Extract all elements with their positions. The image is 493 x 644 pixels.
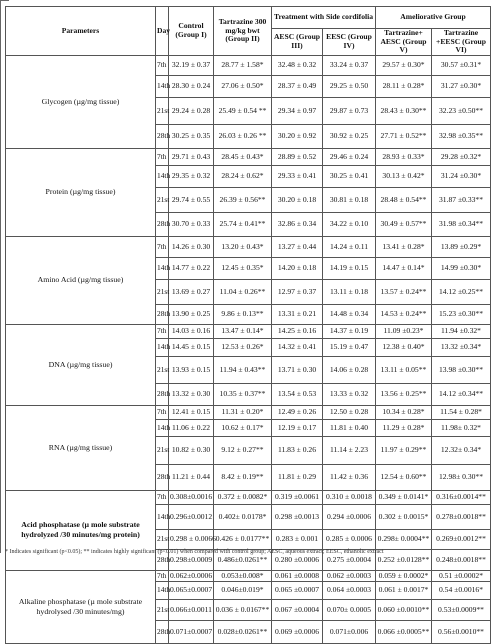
day-cell: 21st [156,279,169,304]
value-cell: 31.27 ±0.30* [432,75,491,97]
value-cell: 0.285 ± 0.0006 [323,529,376,549]
value-cell: 14.20 ± 0.18 [272,257,323,279]
day-cell: 7th [156,405,169,419]
value-cell: 29.35 ± 0.32 [169,165,214,187]
value-cell: 0.319 ±0.0061 [272,490,323,504]
value-cell: 11.94 ± 0.43** [214,356,272,383]
value-cell: 27.06 ± 0.50* [214,75,272,97]
day-cell: 28th [156,549,169,570]
value-cell: 13.31 ± 0.21 [272,304,323,324]
header-eesc: EESC (Group IV) [323,29,376,56]
header-ameliorative: Ameliorative Group [376,7,491,29]
value-cell: 0.028±0.0261** [214,620,272,643]
value-cell: 29.28 ±0.32* [432,148,491,165]
value-cell: 10.82 ± 0.30 [169,436,214,464]
value-cell: 13.11 ± 0.05** [376,356,432,383]
page-edge-left [0,0,1,553]
value-cell: 0.046±0.019* [214,581,272,599]
day-cell: 21st [156,187,169,212]
value-cell: 0.070± 0.0005 [323,599,376,620]
value-cell: 29.71 ± 0.43 [169,148,214,165]
value-cell: 25.49 ± 0.54 ** [214,97,272,124]
value-cell: 9.86 ± 0.13** [214,304,272,324]
value-cell: 12.49 ± 0.26 [272,405,323,419]
value-cell: 30.57 ±0.31* [432,55,491,75]
value-cell: 26.39 ± 0.56** [214,187,272,212]
value-cell: 14.24 ± 0.11 [323,236,376,257]
value-cell: 31.24 ±0.30* [432,165,491,187]
value-cell: 12.32± 0.34* [432,436,491,464]
parameter-label: Amino Acid (µg/mg tissue) [6,236,156,324]
value-cell: 14.06 ± 0.28 [323,356,376,383]
value-cell: 13.33 ± 0.32 [323,383,376,405]
parameter-label: RNA (µg/mg tissue) [6,405,156,490]
table-row [6,324,491,338]
value-cell: 28.77 ± 1.58* [214,55,272,75]
value-cell: 11.09 ±0.23* [376,324,432,338]
table-row [6,55,491,75]
value-cell: 32.23 ±0.50** [432,97,491,124]
value-cell: 13.57 ± 0.24** [376,279,432,304]
value-cell: 28.24 ± 0.62* [214,165,272,187]
value-cell: 14.32 ± 0.41 [272,338,323,356]
value-cell: 11.54 ± 0.28* [432,405,491,419]
value-cell: 0.066 ±0.0005** [376,620,432,643]
day-cell: 14th [156,581,169,599]
day-cell: 21st [156,356,169,383]
value-cell: 32.98 ±0.35** [432,124,491,148]
header-tartrazine-eesc: Tartrazine +EESC (Group VI) [432,29,491,56]
value-cell: 0.426 ± 0.0177** [214,529,272,549]
value-cell: 0.298 ±0.0013 [272,504,323,529]
value-cell: 12.19 ± 0.17 [272,419,323,436]
value-cell: 11.81 ± 0.40 [323,419,376,436]
value-cell: 14.03 ± 0.16 [169,324,214,338]
value-cell: 12.45 ± 0.35* [214,257,272,279]
day-cell: 21st [156,529,169,549]
value-cell: 12.54 ± 0.60** [376,464,432,490]
day-cell: 21st [156,97,169,124]
value-cell: 0.067 ±0.0004 [272,599,323,620]
value-cell: 8.42 ± 0.19** [214,464,272,490]
day-cell: 28th [156,304,169,324]
value-cell: 11.14 ± 2.23 [323,436,376,464]
value-cell: 29.25 ± 0.50 [323,75,376,97]
value-cell: 32.19 ± 0.37 [169,55,214,75]
value-cell: 11.83 ± 0.26 [272,436,323,464]
value-cell: 0.053±0.008* [214,570,272,581]
day-cell: 21st [156,599,169,620]
header-tartrazine: Tartrazine 300 mg/kg bwt (Group II) [214,7,272,56]
value-cell: 30.20 ± 0.18 [272,187,323,212]
value-cell: 30.81 ± 0.18 [323,187,376,212]
value-cell: 13.93 ± 0.15 [169,356,214,383]
value-cell: 0.310 ± 0.0018 [323,490,376,504]
value-cell: 0.071±0.0007 [169,620,214,643]
value-cell: 0.316±0.0014** [432,490,491,504]
value-cell: 25.74 ± 0.41** [214,212,272,236]
value-cell: 0.283 ± 0.001 [272,529,323,549]
value-cell: 0.278±0.0018** [432,504,491,529]
value-cell: 15.19 ± 0.47 [323,338,376,356]
value-cell: 28.43 ± 0.30** [376,97,432,124]
value-cell: 14.37 ± 0.19 [323,324,376,338]
value-cell: 0.486±0.0261** [214,549,272,570]
value-cell: 28.37 ± 0.49 [272,75,323,97]
value-cell: 0.066±0.0011 [169,599,214,620]
value-cell: 0.065 ±0.0007 [272,581,323,599]
value-cell: 14.12 ±0.34** [432,383,491,405]
value-cell: 0.349 ± 0.0141* [376,490,432,504]
value-cell: 11.81 ± 0.29 [272,464,323,490]
value-cell: 0.064 ±0.0003 [323,581,376,599]
value-cell: 29.33 ± 0.41 [272,165,323,187]
value-cell: 28.30 ± 0.24 [169,75,214,97]
value-cell: 30.25 ± 0.35 [169,124,214,148]
value-cell: 13.90 ± 0.25 [169,304,214,324]
value-cell: 14.25 ± 0.16 [272,324,323,338]
header-tartrazine-aesc: Tartrazine+ AESC (Group V) [376,29,432,56]
header-day: Day [156,7,169,56]
table-row [6,490,491,504]
value-cell: 11.06 ± 0.22 [169,419,214,436]
parameter-label: DNA (µg/mg tissue) [6,324,156,405]
value-cell: 0.071±0.006 [323,620,376,643]
value-cell: 14.48 ± 0.34 [323,304,376,324]
value-cell: 30.70 ± 0.33 [169,212,214,236]
value-cell: 12.97 ± 0.37 [272,279,323,304]
day-cell: 28th [156,620,169,643]
value-cell: 0.062 ±0.0003 [323,570,376,581]
value-cell: 0.294 ±0.0006 [323,504,376,529]
value-cell: 14.19 ± 0.15 [323,257,376,279]
value-cell: 29.57 ± 0.30* [376,55,432,75]
value-cell: 0.372 ± 0.0082* [214,490,272,504]
value-cell: 0.061 ± 0.0017* [376,581,432,599]
value-cell: 29.46 ± 0.24 [323,148,376,165]
value-cell: 30.25 ± 0.41 [323,165,376,187]
day-cell: 28th [156,212,169,236]
day-cell: 28th [156,464,169,490]
value-cell: 10.62 ± 0.17* [214,419,272,436]
value-cell: 14.45 ± 0.15 [169,338,214,356]
value-cell: 14.53 ± 0.24** [376,304,432,324]
header-aesc: AESC (Group III) [272,29,323,56]
value-cell: 0.402± 0.0178* [214,504,272,529]
value-cell: 0.280 ±0.0006 [272,549,323,570]
value-cell: 11.29 ± 0.28* [376,419,432,436]
value-cell: 0.308±0.0016 [169,490,214,504]
day-cell: 7th [156,490,169,504]
value-cell: 31.87 ±0.33** [432,187,491,212]
value-cell: 14.12 ±0.25** [432,279,491,304]
value-cell: 0.069 ±0.0006 [272,620,323,643]
value-cell: 14.26 ± 0.30 [169,236,214,257]
day-cell: 14th [156,257,169,279]
value-cell: 11.94 ±0.32* [432,324,491,338]
value-cell: 10.34 ± 0.28* [376,405,432,419]
value-cell: 11.98± 0.32* [432,419,491,436]
value-cell: 29.24 ± 0.28 [169,97,214,124]
value-cell: 0.298 ± 0.0066 [169,529,214,549]
value-cell: 29.87 ± 0.73 [323,97,376,124]
value-cell: 13.11 ± 0.18 [323,279,376,304]
header-control: Control (Group I) [169,7,214,56]
value-cell: 0.061 ±0.0008 [272,570,323,581]
value-cell: 0.51 ±0.0002* [432,570,491,581]
value-cell: 0.302 ± 0.0015* [376,504,432,529]
value-cell: 28.89 ± 0.52 [272,148,323,165]
value-cell: 31.98 ±0.34** [432,212,491,236]
value-cell: 0.56±0.0010** [432,620,491,643]
results-table [5,6,491,644]
value-cell: 13.32 ± 0.30 [169,383,214,405]
value-cell: 0.252 ±0.0128** [376,549,432,570]
value-cell: 13.98 ±0.30** [432,356,491,383]
parameter-label: Glycogen (µg/mg tissue) [6,55,156,148]
value-cell: 0.54 ±0.0016* [432,581,491,599]
parameter-label: Protein (µg/mg tissue) [6,148,156,236]
day-cell: 7th [156,148,169,165]
value-cell: 30.13 ± 0.42* [376,165,432,187]
table-footnote: * Indicates significant (p<0.05); ** indicates highly significant (p<0.01) when compared with control group; AESC, aqueous extract; EESC, ethanolic extract [5,549,384,555]
day-cell: 7th [156,55,169,75]
value-cell: 13.89 ±0.29* [432,236,491,257]
value-cell: 0.062±0.0006 [170,570,213,580]
value-cell: 12.98± 0.30** [432,464,491,490]
value-cell: 0.296±0.0012 [169,504,214,529]
value-cell: 11.42 ± 0.36 [323,464,376,490]
value-cell: 13.69 ± 0.27 [169,279,214,304]
value-cell: 0.065±0.0007 [169,581,214,599]
value-cell: 15.23 ±0.30** [432,304,491,324]
value-cell: 0.248±0.0018** [432,549,491,570]
day-cell: 14th [156,75,169,97]
value-cell: 13.20 ± 0.43* [214,236,272,257]
value-cell: 0.060 ±0.0010** [376,599,432,620]
day-cell: 14th [156,419,169,436]
day-cell: 14th [156,504,169,529]
value-cell: 32.48 ± 0.32 [272,55,323,75]
value-cell: 34.22 ± 0.10 [323,212,376,236]
day-cell: 14th [156,338,169,356]
value-cell: 33.24 ± 0.37 [323,55,376,75]
value-cell: 14.77 ± 0.22 [169,257,214,279]
value-cell: 12.53 ± 0.26* [214,338,272,356]
day-cell: 28th [156,124,169,148]
value-cell: 11.04 ± 0.26** [214,279,272,304]
value-cell: 29.34 ± 0.97 [272,97,323,124]
value-cell: 0.298±0.0009 [169,549,214,570]
value-cell: 27.71 ± 0.52** [376,124,432,148]
value-cell: 0.53±0.0009** [432,599,491,620]
value-cell: 11.31 ± 0.20* [214,405,272,419]
value-cell: 13.41 ± 0.28* [376,236,432,257]
value-cell: 13.56 ± 0.25** [376,383,432,405]
value-cell: 28.11 ± 0.28* [376,75,432,97]
day-cell: 7th [156,570,169,581]
value-cell: 13.47 ± 0.14* [214,324,272,338]
value-cell: 13.71 ± 0.30 [272,356,323,383]
value-cell: 10.35 ± 0.37** [214,383,272,405]
value-cell: 0.269±0.0012** [432,529,491,549]
table-head [6,7,491,56]
value-cell: 11.97 ± 0.29** [376,436,432,464]
table-row [6,236,491,257]
value-cell: 0.036 ± 0.0167** [214,599,272,620]
value-cell: 14.47 ± 0.14* [376,257,432,279]
value-cell: 0.298± 0.0004** [376,529,432,549]
value-cell: 30.92 ± 0.25 [323,124,376,148]
value-cell: 28.48 ± 0.54** [376,187,432,212]
parameter-label: Alkaline phosphatase (µ mole substrate hydrolysed /30 minutes/mg) [6,570,156,643]
value-cell: 13.27 ± 0.44 [272,236,323,257]
day-cell: 28th [156,383,169,405]
day-cell: 21st [156,436,169,464]
value-cell: 12.50 ± 0.28 [323,405,376,419]
table-row [6,570,491,581]
header-parameters: Parameters [6,7,156,56]
value-cell: 13.54 ± 0.53 [272,383,323,405]
value-cell: 0.275 ±0.0004 [323,549,376,570]
value-cell: 13.32 ±0.34* [432,338,491,356]
value-cell: 12.41 ± 0.15 [169,405,214,419]
day-cell: 14th [156,165,169,187]
value-cell: 26.03 ± 0.26 ** [214,124,272,148]
value-cell: 29.74 ± 0.55 [169,187,214,212]
value-cell: 9.12 ± 0.27** [214,436,272,464]
page-edge-top [0,0,9,1]
value-cell: 28.45 ± 0.43* [214,148,272,165]
value-cell: 30.49 ± 0.57** [376,212,432,236]
value-cell: 32.86 ± 0.34 [272,212,323,236]
table-row [6,148,491,165]
value-cell: 0.059 ± 0.0002* [376,570,432,581]
day-cell: 7th [156,324,169,338]
header-treatment: Treatment with Side cordifolia [272,7,376,29]
table-row [6,405,491,419]
day-cell: 7th [156,236,169,257]
value-cell: 30.20 ± 0.92 [272,124,323,148]
value-cell: 11.21 ± 0.44 [169,464,214,490]
value-cell: 14.99 ±0.30* [432,257,491,279]
parameter-label: Acid phosphatase (µ mole substrate hydrolyzed /30 minutes/mg protein) [6,490,156,570]
value-cell: 28.93 ± 0.33* [376,148,432,165]
value-cell: 12.38 ± 0.40* [376,338,432,356]
